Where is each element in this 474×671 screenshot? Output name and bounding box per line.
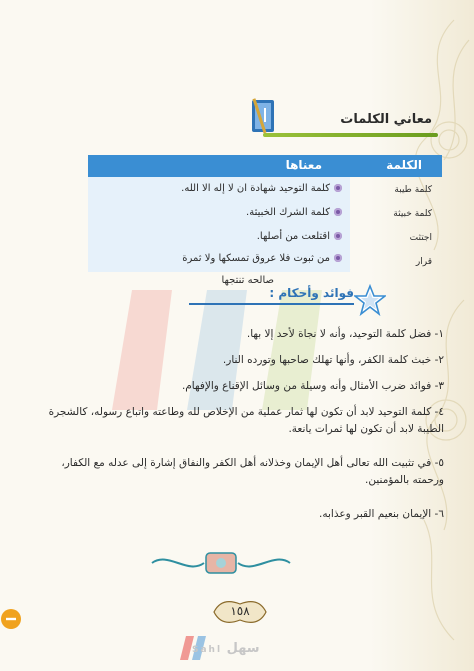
- benefit-item: ٥- في تثبيت الله تعالى أهل الإيمان وخذلانه أهل الكفر والنفاق إشارة إلى عدله مع الكفار، ورحمته بالمؤمنين.: [61, 457, 444, 486]
- benefit-item: ٣- فوائد ضرب الأمثال وأنه وسيلة من وسائل الإقناع والإفهام.: [181, 380, 444, 392]
- table-row-word: قرار: [415, 257, 432, 267]
- meaning-text: كلمة الشرك الخبيثة.: [246, 207, 330, 218]
- page-number-frame: [210, 598, 270, 626]
- vocabulary-table: [88, 177, 442, 272]
- bullet-icon: [334, 232, 342, 240]
- side-tab-icon: [0, 608, 22, 630]
- section-header: [220, 96, 450, 146]
- table-row-word: كلمة خبيثة: [393, 209, 432, 219]
- table-row-meaning: [246, 207, 342, 218]
- table-row-word: اجتثت: [409, 233, 432, 243]
- section-title: معاني الكلمات: [340, 112, 432, 127]
- bullet-icon: [334, 254, 342, 262]
- benefit-item: ٦- الإيمان بنعيم القبر وعذابه.: [319, 508, 444, 520]
- meaning-text: اقتلعت من أصلها.: [256, 231, 330, 242]
- book-icon: [246, 96, 282, 138]
- benefit-item: ١- فضل كلمة التوحيد، وأنه لا نجاة لأحد إلا بها.: [246, 328, 444, 340]
- brand-name: سهل Sahl: [192, 641, 260, 656]
- table-header: [88, 155, 442, 177]
- meaning-text: كلمة التوحيد شهادة ان لا إله الا الله.: [181, 183, 330, 194]
- star-icon: [354, 284, 386, 316]
- benefits-title: فوائد وأحكام :: [269, 286, 354, 300]
- table-row-meaning: [182, 253, 342, 264]
- page-number: ١٥٨: [230, 604, 250, 618]
- column-header-word: الكلمة: [386, 158, 422, 172]
- ornament-divider: [148, 549, 294, 577]
- title-underline: [263, 133, 438, 137]
- table-row-meaning: [257, 231, 342, 242]
- meaning-continuation: صالحه تنتجها: [221, 275, 274, 286]
- benefit-item: ٢- خبث كلمة الكفر، وأنها تهلك صاحبها وتورده النار.: [222, 354, 444, 366]
- table-row-word: كلمة طيبة: [394, 185, 432, 195]
- column-header-meaning: معناها: [285, 158, 322, 172]
- meaning-text: من ثبوت فلا عروق تمسكها ولا ثمرة: [182, 253, 330, 264]
- bullet-icon: [334, 208, 342, 216]
- table-row-meaning: [181, 183, 342, 194]
- benefit-item: ٤- كلمة التوحيد لابد أن تكون لها ثمار عملية من الإخلاص لله وطاعته واتباع رسوله، كالشجرة الطيبة لابد أن تكون لها ثمرات يانعة.: [48, 406, 444, 435]
- bullet-icon: [334, 184, 342, 192]
